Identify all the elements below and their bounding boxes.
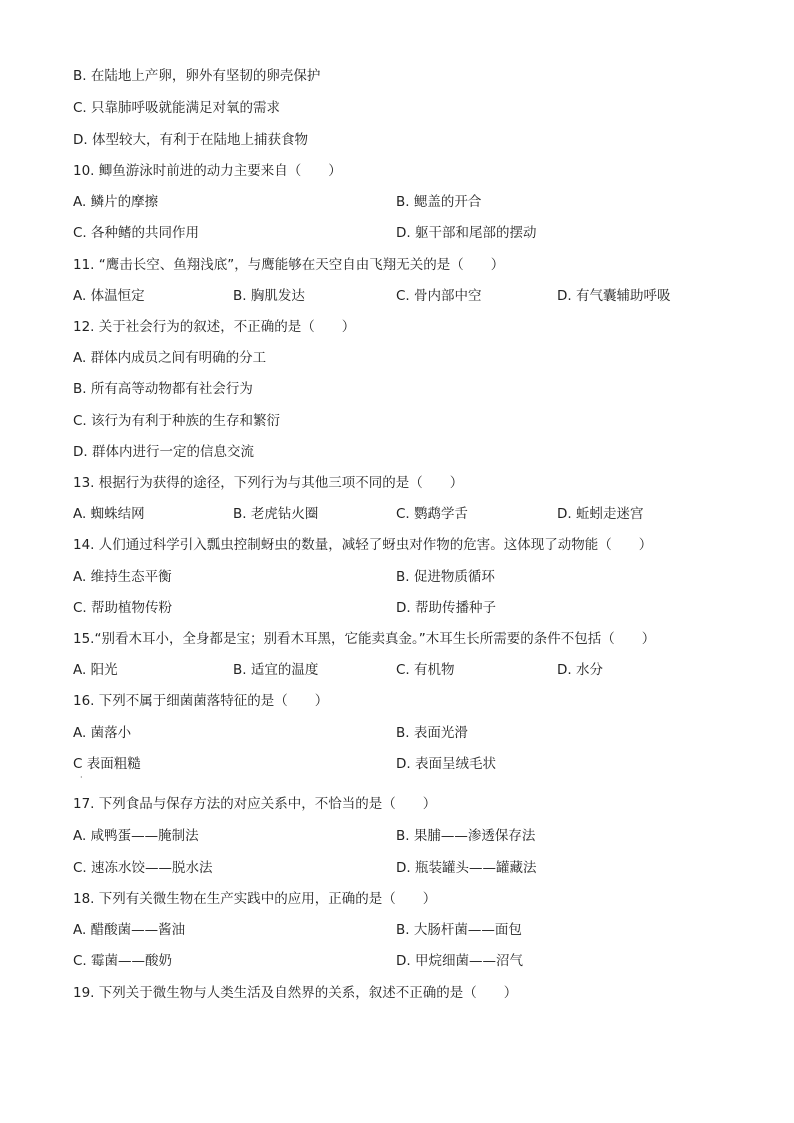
- answer-option: A. 阳光: [73, 662, 118, 678]
- question-stem: 13. 根据行为获得的途径，下列行为与其他三项不同的是（ ）: [73, 475, 464, 491]
- answer-option: C. 帮助植物传粉: [73, 600, 173, 616]
- answer-option: A. 群体内成员之间有明确的分工: [73, 350, 267, 366]
- answer-option: B. 老虎钻火圈: [233, 506, 319, 522]
- answer-option: A. 蜘蛛结网: [73, 506, 145, 522]
- answer-option: C. 鹦鹉学舌: [396, 506, 469, 522]
- answer-option: C. 各种鳍的共同作用: [73, 225, 200, 241]
- answer-option: C. 该行为有利于种族的生存和繁衍: [73, 413, 281, 429]
- answer-option: A. 醋酸菌——酱油: [73, 922, 186, 938]
- answer-option: D. 蚯蚓走迷宫: [557, 506, 644, 522]
- answer-option: D. 帮助传播种子: [396, 600, 496, 616]
- answer-option: C. 速冻水饺——脱水法: [73, 860, 213, 876]
- answer-option: D. 群体内进行一定的信息交流: [73, 444, 254, 460]
- question-stem: 14. 人们通过科学引入瓢虫控制蚜虫的数量，减轻了蚜虫对作物的危害。这体现了动物能（ ）: [73, 537, 653, 553]
- answer-option: A. 维持生态平衡: [73, 569, 172, 585]
- answer-option: D. 有气囊辅助呼吸: [557, 288, 671, 304]
- answer-option: A. 咸鸭蛋——腌制法: [73, 828, 199, 844]
- question-stem: 10. 鲫鱼游泳时前进的动力主要来自（ ）: [73, 163, 342, 179]
- answer-option: D. 表面呈绒毛状: [396, 756, 496, 772]
- question-stem: 15.“别看木耳小，全身都是宝；别看木耳黑，它能卖真金。”木耳生长所需要的条件不包括（ ）: [73, 631, 656, 647]
- answer-option: B. 适宜的温度: [233, 662, 319, 678]
- answer-option: D. 体型较大，有利于在陆地上捕获食物: [73, 132, 308, 148]
- answer-option: D. 躯干部和尾部的摆动: [396, 225, 537, 241]
- answer-option: B. 大肠杆菌——面包: [396, 922, 522, 938]
- answer-option: C. 骨内部中空: [396, 288, 482, 304]
- question-stem: 11. “鹰击长空、鱼翔浅底”，与鹰能够在天空自由飞翔无关的是（ ）: [73, 257, 505, 273]
- question-stem: 19. 下列关于微生物与人类生活及自然界的关系，叙述不正确的是（ ）: [73, 985, 518, 1001]
- answer-option: B. 促进物质循环: [396, 569, 495, 585]
- answer-option: B. 胸肌发达: [233, 288, 305, 304]
- answer-option: D. 甲烷细菌——沼气: [396, 953, 523, 969]
- question-stem: 18. 下列有关微生物在生产实践中的应用，正确的是（ ）: [73, 891, 437, 907]
- question-stem: 17. 下列食品与保存方法的对应关系中，不恰当的是（ ）: [73, 796, 437, 812]
- answer-option: B. 所有高等动物都有社会行为: [73, 381, 253, 397]
- answer-option: C. 霉菌——酸奶: [73, 953, 173, 969]
- answer-option: B. 在陆地上产卵，卵外有坚韧的卵壳保护: [73, 68, 321, 84]
- answer-option: C. 有机物: [396, 662, 455, 678]
- answer-option: A. 菌落小: [73, 725, 132, 741]
- answer-option: D. 水分: [557, 662, 603, 678]
- stray-dot: ·: [80, 773, 83, 782]
- question-stem: 16. 下列不属于细菌菌落特征的是（ ）: [73, 693, 329, 709]
- answer-option: B. 果脯——渗透保存法: [396, 828, 536, 844]
- answer-option: D. 瓶装罐头——罐藏法: [396, 860, 537, 876]
- answer-option: A. 鳞片的摩擦: [73, 194, 159, 210]
- answer-option: A. 体温恒定: [73, 288, 145, 304]
- question-stem: 12. 关于社会行为的叙述，不正确的是（ ）: [73, 319, 356, 335]
- answer-option: B. 鳃盖的开合: [396, 194, 482, 210]
- answer-option: C 表面粗糙: [73, 756, 141, 772]
- answer-option: C. 只靠肺呼吸就能满足对氧的需求: [73, 100, 281, 116]
- answer-option: B. 表面光滑: [396, 725, 468, 741]
